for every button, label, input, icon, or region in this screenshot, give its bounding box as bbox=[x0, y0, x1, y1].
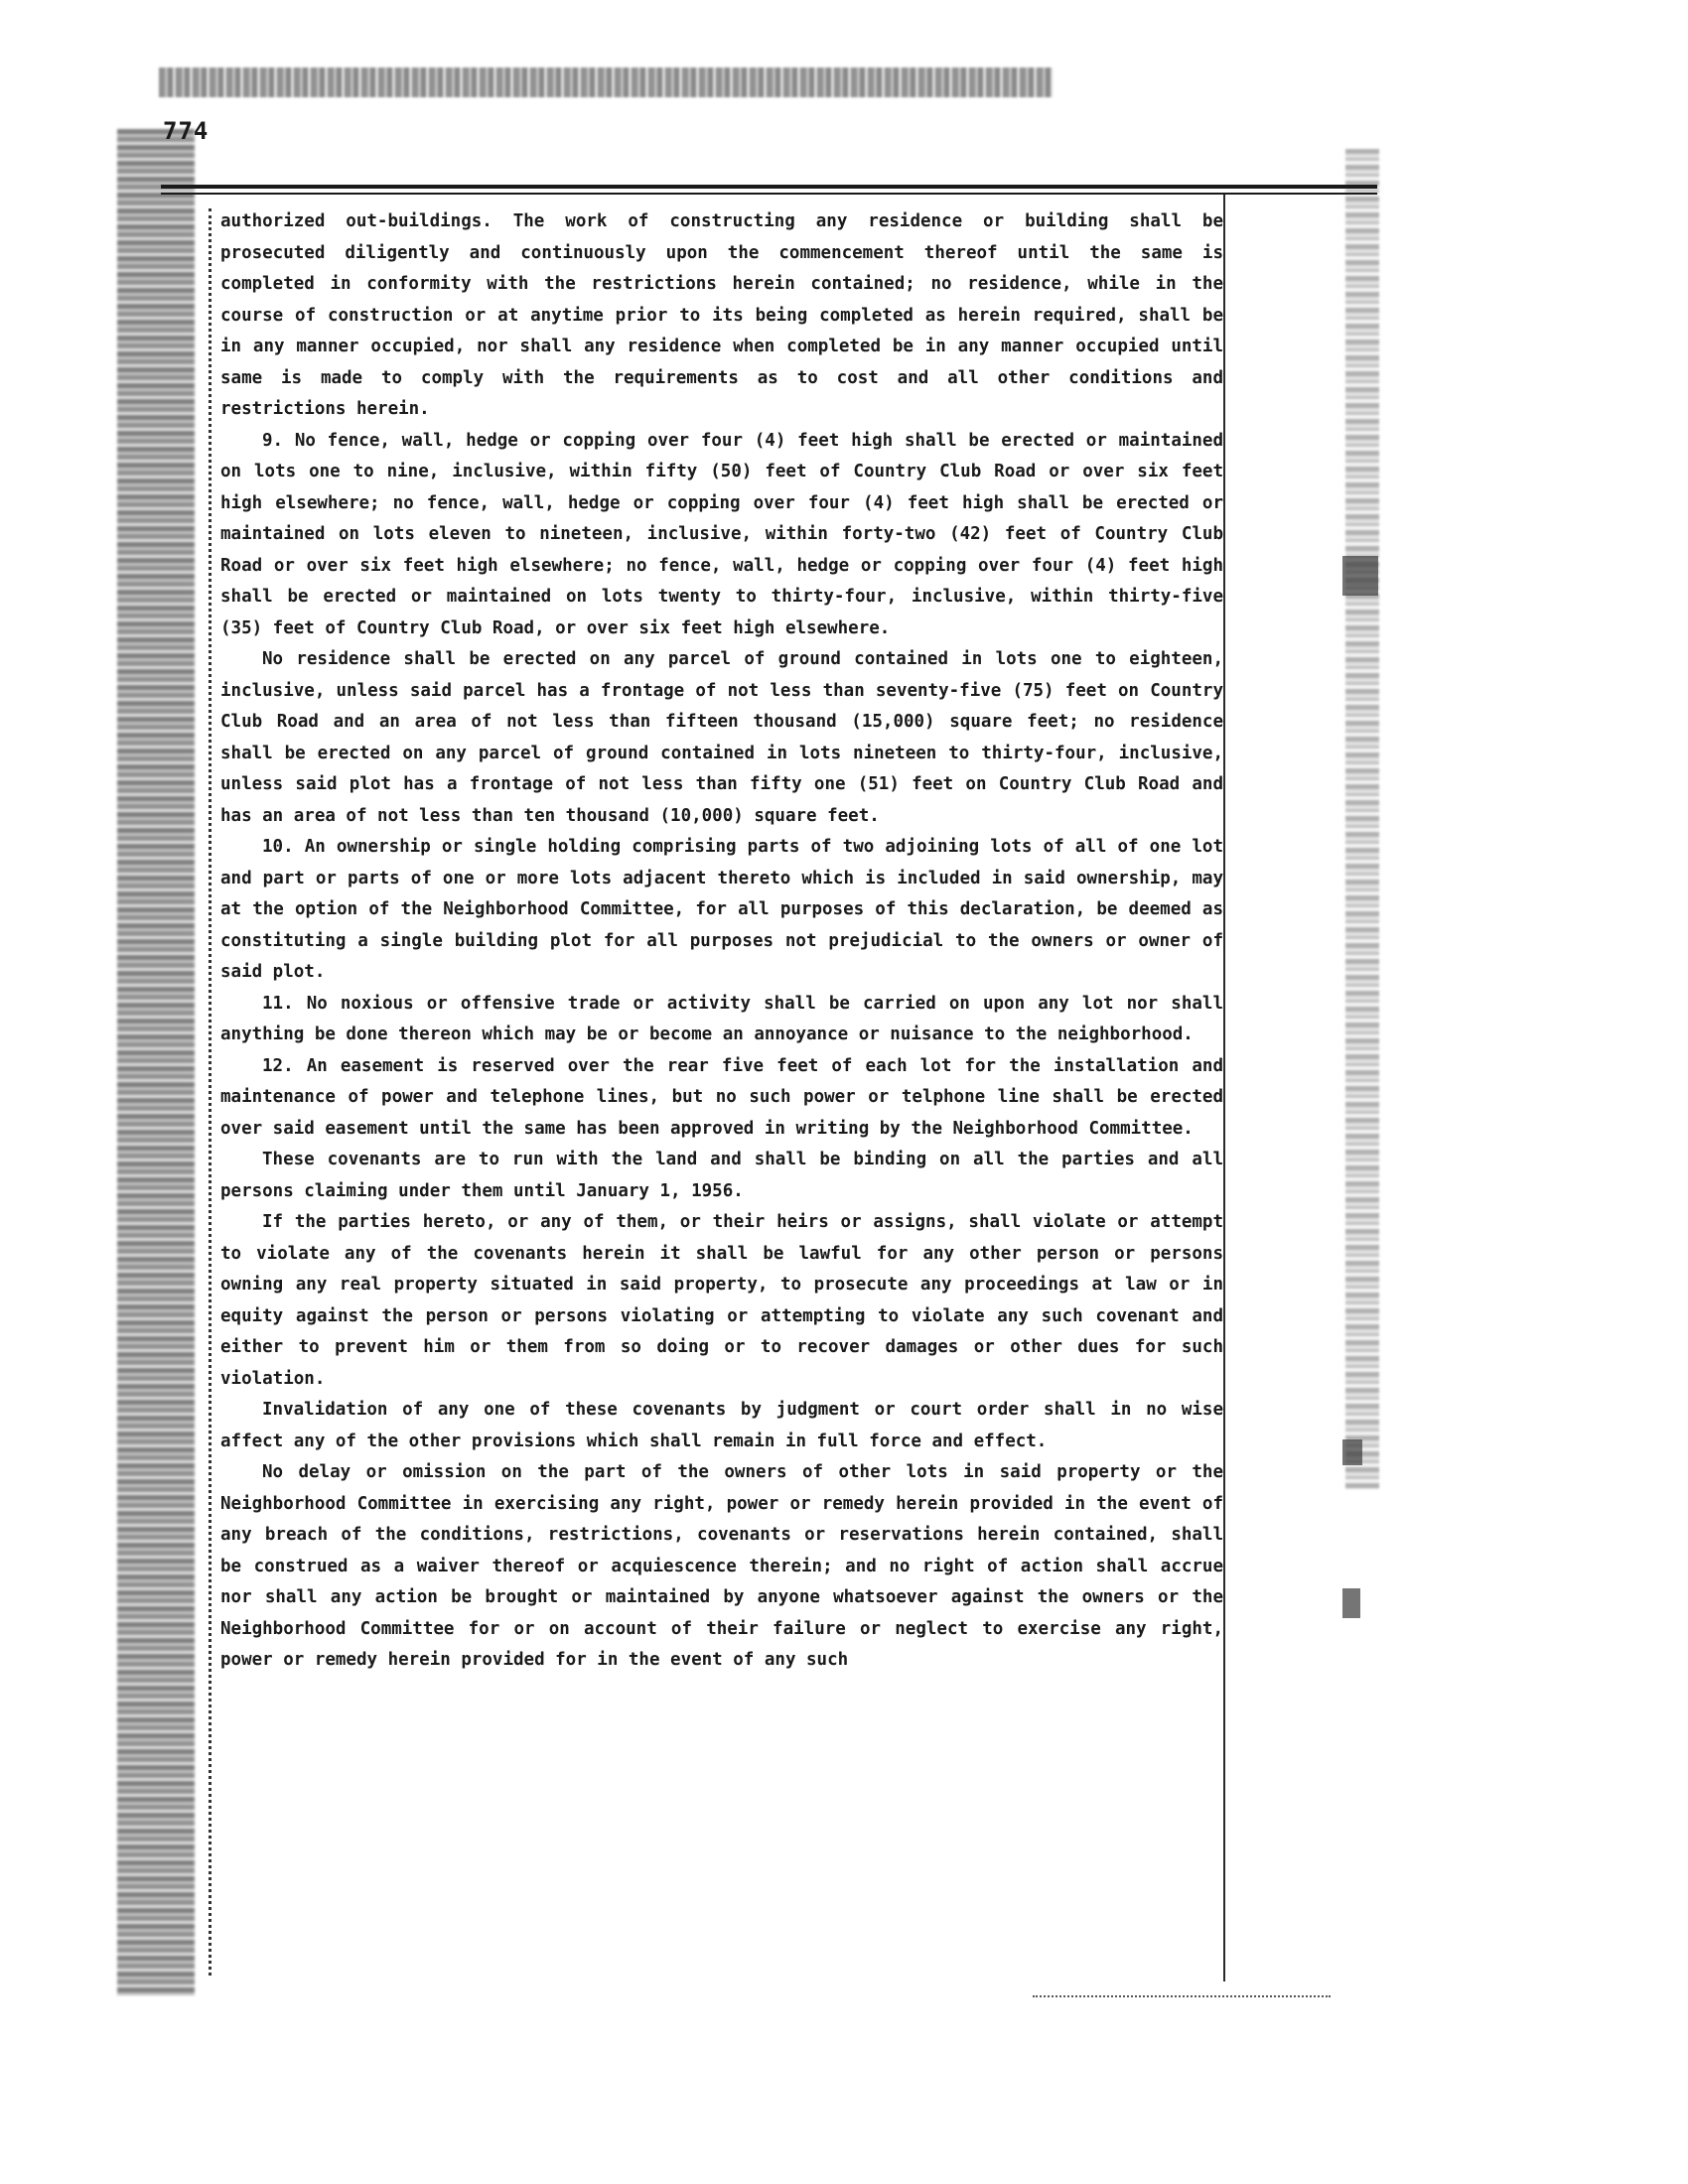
scan-artifact-left bbox=[117, 129, 195, 1995]
header-rule bbox=[161, 185, 1377, 189]
paragraph-clause-10: 10. An ownership or single holding comprising parts of two adjoining lots of all of one lot and part or parts of one or more lots adjacent thereto which is included in said ownership, may at the option of the Neighborhood Committee, for all purposes of this declaration, be deemed as constituting a single building plot for all purposes not prejudicial to the owners or owner of said plot. bbox=[220, 837, 1223, 982]
paragraph-severability: Invalidation of any one of these covenants by judgment or court order shall in no wise affect any of the other provisions which shall remain in full force and effect. bbox=[220, 1400, 1223, 1451]
scan-artifact-block bbox=[1342, 556, 1378, 596]
paragraph-covenant-term: These covenants are to run with the land and shall be binding on all the parties and all persons claiming under them until January 1, 1956. bbox=[220, 1150, 1223, 1201]
scan-artifact-right bbox=[1345, 149, 1379, 1489]
page-number: 774 bbox=[163, 117, 210, 145]
paragraph-continuation: authorized out-buildings. The work of constructing any residence or building shall be prosecuted diligently and continuously upon the commencement thereof until the same is completed in conformity with the restrictions herein contained; no residence, while in the course of construction or at anytime prior to its being completed as herein required, shall be in any manner occupied, nor shall any residence when completed be in any manner occupied until same is made to comply with the requirements as to cost and all other conditions and restrictions herein. bbox=[220, 211, 1223, 419]
paragraph-clause-12: 12. An easement is reserved over the rear five feet of each lot for the installation and maintenance of power and telephone lines, but no such power or telphone line shall be erected over said easement until the same has been approved in writing by the Neighborhood Committee. bbox=[220, 1055, 1223, 1139]
paragraph-enforcement: If the parties hereto, or any of them, or their heirs or assigns, shall violate or attempt to violate any of the covenants herein it shall be lawful for any other person or persons owning any real property situated in said property, to prosecute any proceedings at law or in equity against the person or persons violating or attempting to violate any such covenant and either to prevent him or them from so doing or to recover damages or other dues for such violation. bbox=[220, 1212, 1223, 1389]
scan-artifact-mark bbox=[1342, 1588, 1360, 1618]
paragraph-no-waiver: No delay or omission on the part of the owners of other lots in said property or the Neighborhood Committee in exercising any right, power or remedy herein provided in the event of any breach of the conditions, restrictions, covenants or reservations herein contained, shall be construed as a waiver thereof or acquiescence therein; and no right of action shall accrue nor shall any action be brought or maintained by anyone whatsoever against the owners or the Neighborhood Committee for or on account of their failure or neglect to exercise any right, power or remedy herein provided for in the event of any such bbox=[220, 1462, 1223, 1670]
document-body bbox=[220, 206, 1223, 1677]
scan-artifact-mark bbox=[1342, 1439, 1362, 1465]
paragraph-clause-9: 9. No fence, wall, hedge or copping over four (4) feet high shall be erected or maintained on lots one to nine, inclusive, within fifty (50) feet of Country Club Road or over six feet high elsewhere; no fence, wall, hedge or copping over four (4) feet high shall be erected or maintained on lots eleven to nineteen, inclusive, within forty-two (42) feet of Country Club Road or over six feet high elsewhere; no fence, wall, hedge or copping over four (4) feet high shall be erected or maintained on lots twenty to thirty-four, inclusive, within thirty-five (35) feet of Country Club Road, or over six feet high elsewhere. bbox=[220, 430, 1223, 638]
scan-artifact-top bbox=[159, 68, 1053, 97]
header-rule-secondary bbox=[161, 193, 1377, 195]
right-margin-line bbox=[1223, 195, 1225, 1981]
paragraph-residence-frontage: No residence shall be erected on any parcel of ground contained in lots one to eighteen, inclusive, unless said parcel has a frontage of not less than seventy-five (75) feet on Country Club Road and an area of not less than fifteen thousand (15,000) square feet; no residence shall be erected on any parcel of ground contained in lots nineteen to thirty-four, inclusive, unless said plot has a frontage of not less than fifty one (51) feet on Country Club Road and has an area of not less than ten thousand (10,000) square feet. bbox=[220, 649, 1223, 826]
left-margin-line bbox=[209, 208, 211, 1976]
footer-rule bbox=[1033, 1995, 1331, 1999]
paragraph-clause-11: 11. No noxious or offensive trade or activity shall be carried on upon any lot nor shall anything be done thereon which may be or become an annoyance or nuisance to the neighborhood. bbox=[220, 993, 1223, 1044]
